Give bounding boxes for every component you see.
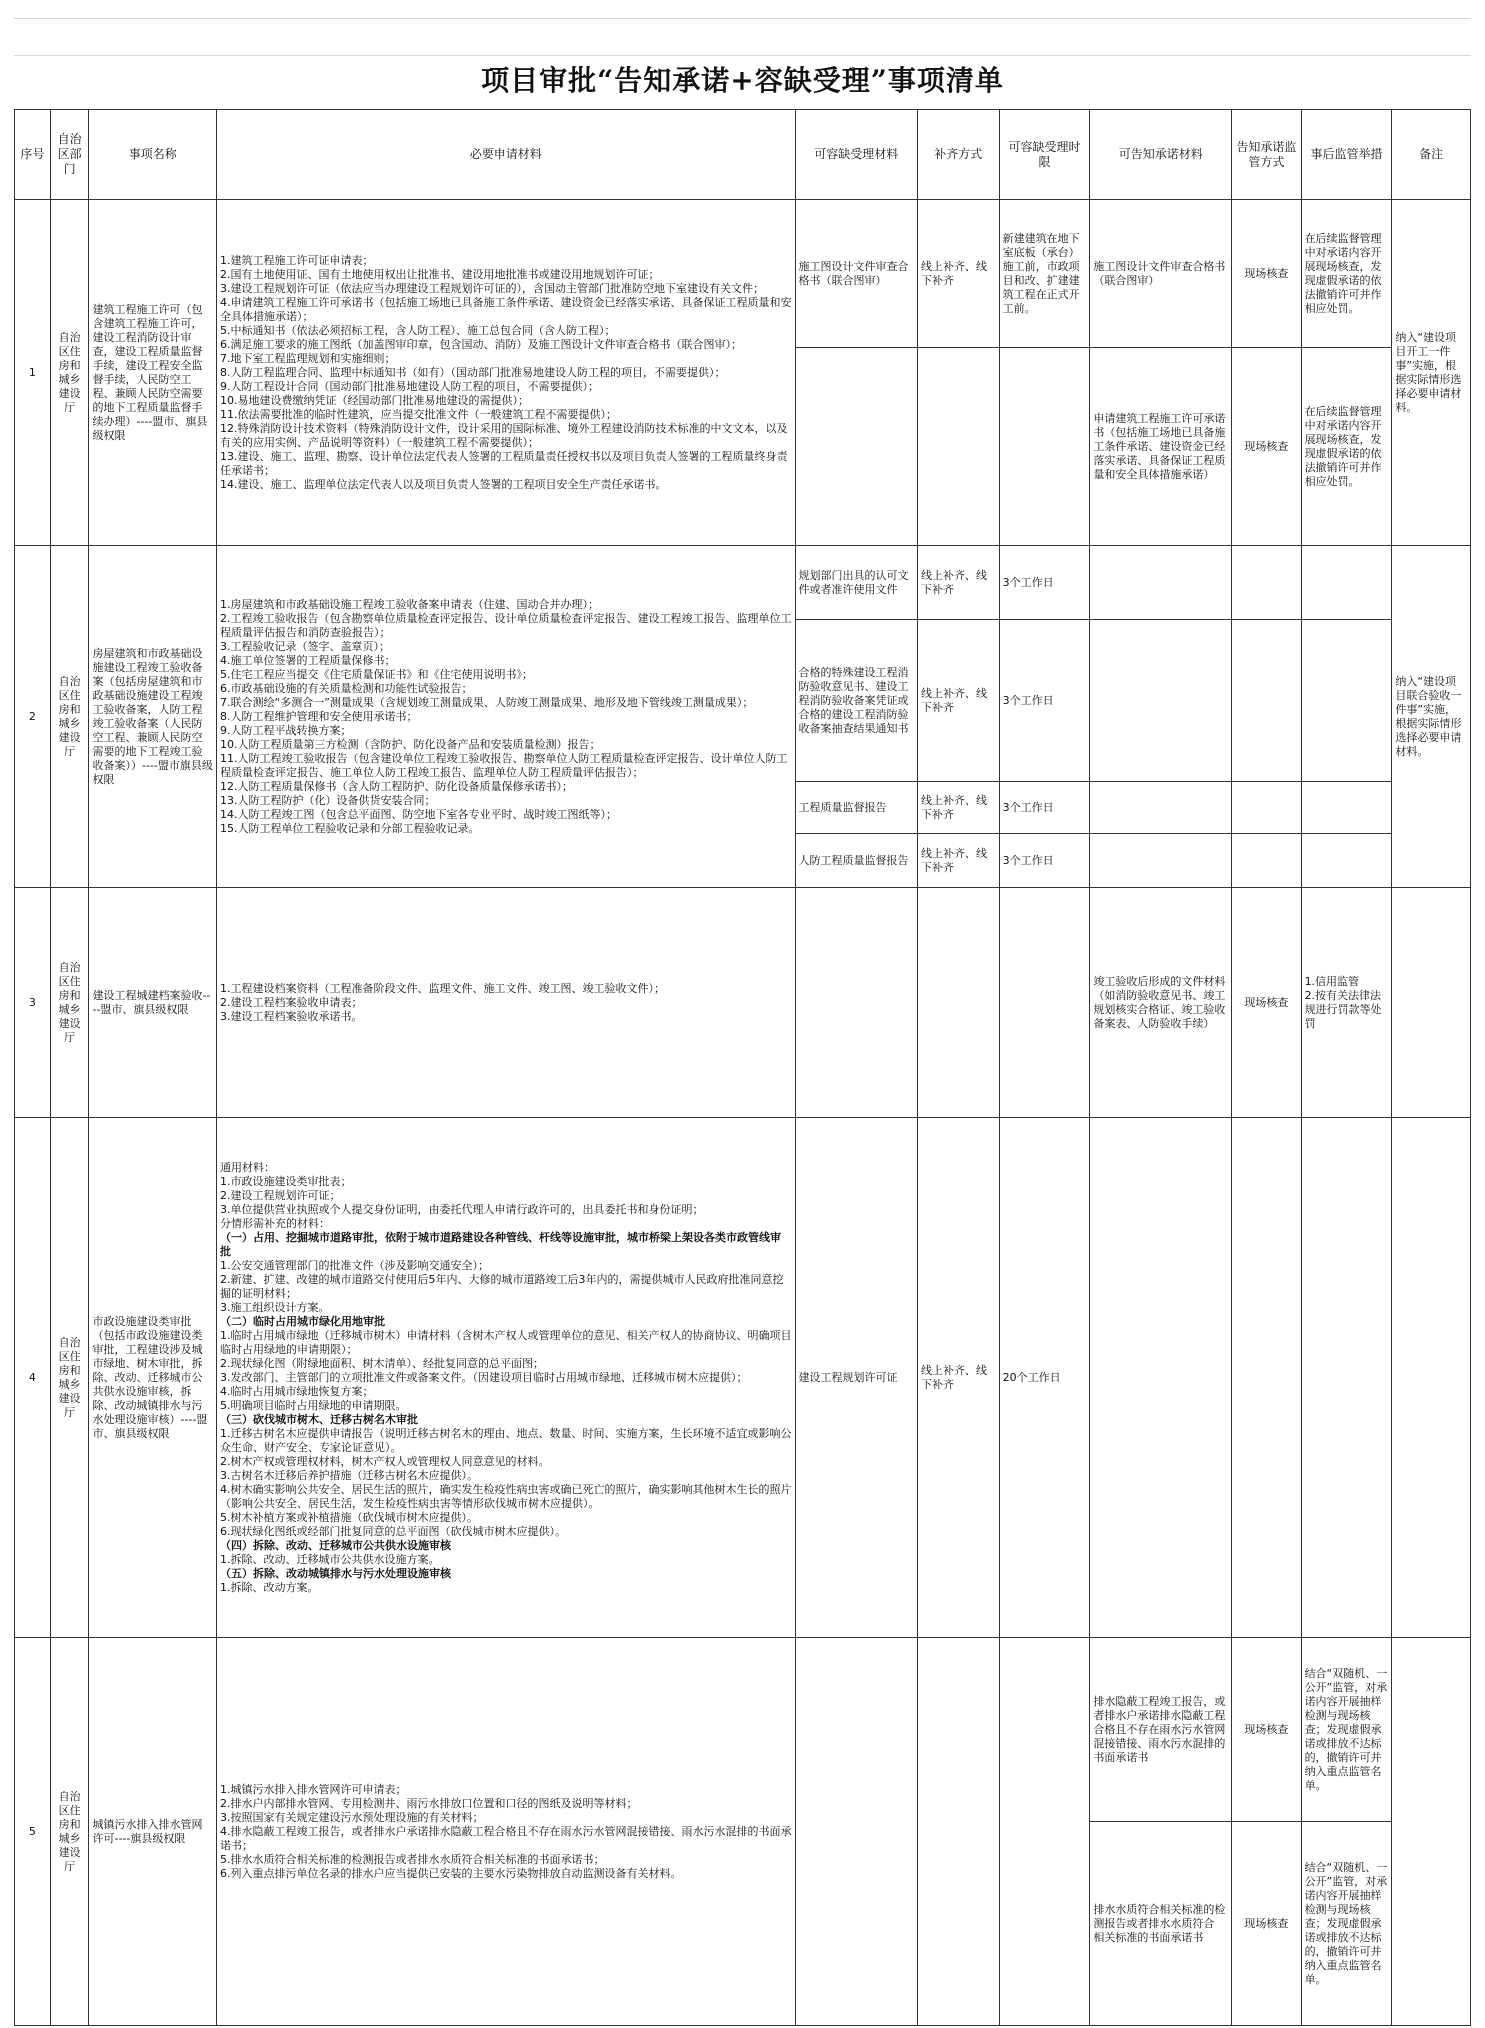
supervision-mode: 现场核查 [1232, 348, 1301, 546]
header-cell: 补齐方式 [917, 110, 999, 200]
material-line: 3.建设工程档案验收承诺书。 [220, 1009, 363, 1023]
material-line: 14.建设、施工、监理单位法定代表人以及项目负责人签署的工程项目安全生产责任承诺书。 [220, 477, 667, 491]
deferral-deadline [999, 888, 1090, 1118]
material-line: 5.明确项目临时占用绿地的申请期限。 [220, 1398, 407, 1412]
page-title: 项目审批“告知承诺+容缺受理”事项清单 [481, 64, 1004, 97]
post-supervision [1301, 782, 1392, 834]
supplement-method [917, 348, 999, 546]
header-row [15, 110, 1471, 200]
item-materials [217, 1638, 796, 2026]
material-line: 3.发改部门、主管部门的立项批准文件或备案文件。（因建设项目临时占用城市绿地、迁移城市树木应提供）； [220, 1370, 748, 1384]
material-line: 1.迁移古树名木应提供申请报告（说明迁移古树名木的理由、地点、数量、时间、实施方案，生长环境不适宜或影响公众生命、财产安全、专家论证意见）。 [220, 1426, 792, 1454]
supervision-mode: 现场核查 [1232, 888, 1301, 1118]
item-note [1392, 1118, 1471, 1638]
supervision-mode [1232, 834, 1301, 888]
deferral-deadline [999, 348, 1090, 546]
material-line: 9.人防工程设计合同（国动部门批准易地建设人防工程的项目，不需要提供）； [220, 379, 599, 393]
item-note: 纳入“建设项目联合验收一件事”实施，根据实际情形选择必要申请材料。 [1392, 546, 1471, 888]
material-section-heading: （四）拆除、改动、迁移城市公共供水设施审核 [220, 1538, 451, 1552]
material-line: 1.拆除、改动、迁移城市公共供水设施方案。 [220, 1552, 440, 1566]
item-no: 4 [15, 1118, 51, 1638]
material-line: 4.申请建筑工程施工许可承诺书（包括施工场地已具备施工条件承诺、建设资金已经落实承诺、具备保证工程质量和安全具体措施承诺）； [220, 295, 792, 323]
commitment-material: 排水水质符合相关标准的检测报告或者排水水质符合 相关标准的书面承诺书 [1090, 1822, 1232, 2026]
table-row [15, 1118, 1471, 1638]
material-line: 12.人防工程质量保修书（含人防工程防护、防化设备质量保修承诺书）； [220, 779, 573, 793]
commitment-material: 排水隐蔽工程竣工报告，或者排水户承诺排水隐蔽工程合格且不存在雨水污水管网混接错接、雨水污水混排的书面承诺书 [1090, 1638, 1232, 1822]
commitment-material [1090, 782, 1232, 834]
supplement-method [917, 1638, 999, 2026]
material-line: 2.树木产权或管理权材料，树木产权人或管理权人同意意见的材料。 [220, 1454, 550, 1468]
material-line: 7.联合测绘“多测合一”测量成果（含规划竣工测量成果、人防竣工测量成果、地形及地下管线竣工测量成果）； [220, 695, 754, 709]
item-note [1392, 1638, 1471, 2026]
material-line: 8.人防工程维护管理和安全使用承诺书； [220, 709, 418, 723]
item-name: 市政设施建设类审批（包括市政设施建设类审批，工程建设涉及城市绿地、树木审批，拆除、改动、迁移城市公共供水设施审核，拆除、改动城镇排水与污水处理设施审核）----盟市、旗县级权限 [89, 1118, 217, 1638]
material-line: 3.施工组织设计方案。 [220, 1300, 330, 1314]
material-line: 3.古树名木迁移后养护措施（迁移古树名木应提供）。 [220, 1468, 478, 1482]
material-line: 2.建设工程档案验收申请表； [220, 995, 363, 1009]
deferrable-material [795, 888, 917, 1118]
item-dept: 自治区住房和城乡建设厅 [50, 1638, 89, 2026]
supplement-method: 线上补齐、线下补齐 [917, 546, 999, 620]
material-line: 1.公安交通管理部门的批准文件（涉及影响交通安全）； [220, 1258, 489, 1272]
material-line: 11.依法需要批准的临时性建筑，应当提交批准文件（一般建筑工程不需要提供）； [220, 407, 617, 421]
item-dept: 自治区住房和城乡建设厅 [50, 1118, 89, 1638]
material-line: 2.现状绿化图（附绿地面积、树木清单）、经批复同意的总平面图； [220, 1356, 544, 1370]
material-line: 5.中标通知书（依法必须招标工程，含人防工程）、施工总包合同（含人防工程）； [220, 323, 616, 337]
supervision-mode: 现场核查 [1232, 200, 1301, 348]
material-line: 15.人防工程单位工程验收记录和分部工程验收记录。 [220, 821, 480, 835]
material-line: 1.工程建设档案资料（工程准备阶段文件、监理文件、施工文件、竣工图、竣工验收文件）； [220, 981, 665, 995]
material-line: 2.排水户内部排水管网、专用检测井、雨污水排放口位置和口径的图纸及说明等材料； [220, 1796, 638, 1810]
material-line: 1.建筑工程施工许可证申请表； [220, 253, 374, 267]
material-line: 3.按照国家有关规定建设污水预处理设施的有关材料； [220, 1810, 484, 1824]
item-dept: 自治区住房和城乡建设厅 [50, 888, 89, 1118]
item-name: 城镇污水排入排水管网许可----旗县级权限 [89, 1638, 217, 2026]
supervision-mode: 现场核查 [1232, 1638, 1301, 1822]
items-table [14, 109, 1471, 2026]
material-line: 7.地下室工程监理规划和实施细则； [220, 351, 396, 365]
item-note: 纳入“建设项目开工一件事”实施，根据实际情形选择必要申请材料。 [1392, 200, 1471, 546]
material-section-heading: （三）砍伐城市树木、迁移古树名木审批 [220, 1412, 418, 1426]
item-name: 建筑工程施工许可（包含建筑工程施工许可，建设工程消防设计审查，建设工程质量监督手续，建设工程安全监督手续，人民防空工程、兼顾人民防空需要的地下工程质量监督手续办理）----盟市、旗县级权限 [89, 200, 217, 546]
material-line: 4.临时占用城市绿地恢复方案； [220, 1384, 374, 1398]
deferrable-material [795, 348, 917, 546]
material-line: 3.工程验收记录（签字、盖章页）； [220, 639, 390, 653]
item-no: 1 [15, 200, 51, 546]
header-cell: 自治区部门 [50, 110, 89, 200]
post-supervision: 在后续监督管理中对承诺内容开展现场核查，发现虚假承诺的依法撤销许可并作相应处罚。 [1301, 200, 1392, 348]
header-cell: 可告知承诺材料 [1090, 110, 1232, 200]
deferral-deadline: 3个工作日 [999, 782, 1090, 834]
deferrable-material: 建设工程规划许可证 [795, 1118, 917, 1638]
commitment-material: 施工图设计文件审查合格书（联合图审） [1090, 200, 1232, 348]
material-line: 10.人防工程质量第三方检测（含防护、防化设备产品和安装质量检测）报告； [220, 737, 601, 751]
material-line: 1.城镇污水排入排水管网许可申请表； [220, 1782, 407, 1796]
material-line: 分情形需补充的材料： [220, 1216, 330, 1230]
material-line: 2.建设工程规划许可证； [220, 1188, 341, 1202]
deferrable-material: 人防工程质量监督报告 [795, 834, 917, 888]
post-supervision [1301, 546, 1392, 620]
material-line: 4.树木确实影响公共安全、居民生活的照片，确实发生检疫性病虫害或确已死亡的照片，确实影响其他树木生长的照片（影响公共安全、居民生活，发生检疫性病虫害等情形砍伐城市树木应提供）。 [220, 1482, 792, 1510]
deferral-deadline: 20个工作日 [999, 1118, 1090, 1638]
item-dept: 自治区住房和城乡建设厅 [50, 200, 89, 546]
commitment-material [1090, 1118, 1232, 1638]
post-supervision [1301, 1118, 1392, 1638]
commitment-material: 竣工验收后形成的文件材料（如消防验收意见书、竣工规划核实合格证、竣工验收备案表、人防验收手续） [1090, 888, 1232, 1118]
material-line: 4.排水隐蔽工程竣工报告，或者排水户承诺排水隐蔽工程合格且不存在雨水污水管网混接错接、雨水污水混排的书面承诺书； [220, 1824, 792, 1852]
deferrable-material: 合格的特殊建设工程消防验收意见书、建设工程消防验收备案凭证或合格的建设工程消防验收备案抽查结果通知书 [795, 620, 917, 782]
header-cell: 事项名称 [89, 110, 217, 200]
material-line: 2.国有土地使用证、国有土地使用权出让批准书、建设用地批准书或建设用地规划许可证； [220, 267, 660, 281]
header-cell: 事后监管举措 [1301, 110, 1392, 200]
material-line: 8.人防工程监理合同、监理中标通知书（如有）（国动部门批准易地建设人防工程的项目，不需要提供）； [220, 365, 726, 379]
post-supervision [1301, 620, 1392, 782]
commitment-material [1090, 546, 1232, 620]
table-row [15, 888, 1471, 1118]
header-cell: 告知承诺监管方式 [1232, 110, 1301, 200]
deferral-deadline: 3个工作日 [999, 834, 1090, 888]
item-materials [217, 888, 796, 1118]
item-name: 房屋建筑和市政基础设施建设工程竣工验收备案（包括房屋建筑和市政基础设施建设工程竣工验收备案，人防工程竣工验收备案（人民防空工程、兼顾人民防空需要的地下工程竣工验收备案））----盟市旗县级权限 [89, 546, 217, 888]
supplement-method: 线上补齐、线下补齐 [917, 1118, 999, 1638]
material-line: 6.满足施工要求的施工图纸（加盖图审印章，包含国动、消防）及施工图设计文件审查合格书（联合图审）； [220, 337, 742, 351]
supervision-mode: 现场核查 [1232, 1822, 1301, 2026]
material-line: 5.排水水质符合相关标准的检测报告或者排水水质符合相关标准的书面承诺书； [220, 1852, 605, 1866]
material-line: 2.新建、扩建、改建的城市道路交付使用后5年内、大修的城市道路竣工后3年内的，需提供城市人民政府批准同意挖掘的证明材料； [220, 1272, 784, 1300]
header-cell: 必要申请材料 [217, 110, 796, 200]
material-line: 2.工程竣工验收报告（包含勘察单位质量检查评定报告、设计单位质量检查评定报告、建设工程竣工报告、监理单位工程质量评估报告和消防查验报告）； [220, 611, 792, 639]
deferrable-material [795, 1638, 917, 2026]
post-supervision: 结合“双随机、一公开”监管，对承诺内容开展抽样检测与现场核查；发现虚假承诺或排放不达标的，撤销许可并纳入重点监管名单。 [1301, 1822, 1392, 2026]
supplement-method: 线上补齐、线下补齐 [917, 834, 999, 888]
material-line: 4.施工单位签署的工程质量保修书； [220, 653, 396, 667]
material-line: 6.市政基础设施的有关质量检测和功能性试验报告； [220, 681, 473, 695]
material-line: 1.拆除、改动方案。 [220, 1580, 319, 1594]
item-dept: 自治区住房和城乡建设厅 [50, 546, 89, 888]
deferrable-material: 施工图设计文件审查合格书（联合图审） [795, 200, 917, 348]
material-section-heading: （二）临时占用城市绿化用地审批 [220, 1314, 385, 1328]
table-row [15, 200, 1471, 348]
material-line: 14.人防工程竣工图（包含总平面图、防空地下室各专业平时、战时竣工图纸等）； [220, 807, 617, 821]
material-section-heading: （一）占用、挖掘城市道路审批，依附于城市道路建设各种管线、杆线等设施审批，城市桥梁上架设各类市政管线审批 [220, 1230, 781, 1258]
item-no: 2 [15, 546, 51, 888]
header-cell: 序号 [15, 110, 51, 200]
supervision-mode [1232, 546, 1301, 620]
item-name: 建设工程城建档案验收----盟市、旗县级权限 [89, 888, 217, 1118]
material-line: 6.现状绿化图纸或经部门批复同意的总平面图（砍伐城市树木应提供）。 [220, 1524, 566, 1538]
material-line: 6.列入重点排污单位名录的排水户应当提供已安装的主要水污染物排放自动监测设备有关材料。 [220, 1866, 682, 1880]
material-line: 1.市政设施建设类审批表； [220, 1174, 352, 1188]
deferrable-material: 规划部门出具的认可文件或者准许使用文件 [795, 546, 917, 620]
deferrable-material: 工程质量监督报告 [795, 782, 917, 834]
post-supervision: 1.信用监管 2.按有关法律法规进行罚款等处罚 [1301, 888, 1392, 1118]
deferral-deadline: 新建建筑在地下室底板（承台）施工前，市政项目和改、扩建建筑工程在正式开工前。 [999, 200, 1090, 348]
item-materials [217, 546, 796, 888]
deferral-deadline [999, 1638, 1090, 2026]
material-line: 13.人防工程防护（化）设备供货安装合同； [220, 793, 436, 807]
header-cell: 可容缺受理时限 [999, 110, 1090, 200]
material-line: 1.房屋建筑和市政基础设施工程竣工验收备案申请表（住建、国动合并办理）； [220, 597, 599, 611]
material-section-heading: （五）拆除、改动城镇排水与污水处理设施审核 [220, 1566, 451, 1580]
table-row [15, 1638, 1471, 1822]
post-supervision: 在后续监督管理中对承诺内容开展现场核查，发现虚假承诺的依法撤销许可并作相应处罚。 [1301, 348, 1392, 546]
deferral-deadline: 3个工作日 [999, 546, 1090, 620]
supervision-mode [1232, 620, 1301, 782]
item-materials [217, 200, 796, 546]
material-line: 5.树木补植方案或补植措施（砍伐城市树木应提供）。 [220, 1510, 478, 1524]
material-line: 12.特殊消防设计技术资料（特殊消防设计文件，设计采用的国际标准、境外工程建设消防技术标准的中文文本，以及有关的应用实例、产品说明等资料）（一般建筑工程不需要提供）； [220, 421, 788, 449]
item-materials [217, 1118, 796, 1638]
material-line: 11.人防工程竣工验收报告（包含建设单位工程竣工验收报告、勘察单位人防工程质量检查评定报告、设计单位人防工程质量检查评定报告、施工单位人防工程竣工报告、监理单位人防工程质量评估报告）； [220, 751, 788, 779]
supplement-method: 线上补齐、线下补齐 [917, 200, 999, 348]
supplement-method [917, 888, 999, 1118]
commitment-material [1090, 620, 1232, 782]
material-line: 10.易地建设费缴纳凭证（经国动部门批准易地建设的需提供）； [220, 393, 529, 407]
material-line: 1.临时占用城市绿地（迁移城市树木）申请材料（含树木产权人或管理单位的意见、相关产权人的协商协议、明确项目临时占用绿地的申请期限）； [220, 1328, 792, 1356]
top-blank-row [14, 18, 1471, 56]
commitment-material: 申请建筑工程施工许可承诺书（包括施工场地已具备施工条件承诺、建设资金已经落实承诺、具备保证工程质量和安全具体措施承诺） [1090, 348, 1232, 546]
supervision-mode [1232, 782, 1301, 834]
material-line: 5.住宅工程应当提交《住宅质量保证书》和《住宅使用说明书》； [220, 667, 533, 681]
material-line: 通用材料： [220, 1160, 275, 1174]
table-row [15, 546, 1471, 620]
item-no: 5 [15, 1638, 51, 2026]
supplement-method: 线上补齐、线下补齐 [917, 620, 999, 782]
header-cell: 可容缺受理材料 [795, 110, 917, 200]
post-supervision [1301, 834, 1392, 888]
material-line: 3.建设工程规划许可证（依法应当办理建设工程规划许可证的），含国动主管部门批准防空地下室建设有关文件； [220, 281, 764, 295]
supervision-mode [1232, 1118, 1301, 1638]
material-line: 3.单位提供营业执照或个人提交身份证明，由委托代理人申请行政许可的，出具委托书和身份证明； [220, 1202, 704, 1216]
supplement-method: 线上补齐、线下补齐 [917, 782, 999, 834]
post-supervision: 结合“双随机、一公开”监管，对承诺内容开展抽样检测与现场核查；发现虚假承诺或排放不达标的，撤销许可并纳入重点监管名单。 [1301, 1638, 1392, 1822]
item-no: 3 [15, 888, 51, 1118]
commitment-material [1090, 834, 1232, 888]
deferral-deadline: 3个工作日 [999, 620, 1090, 782]
header-cell: 备注 [1392, 110, 1471, 200]
item-note [1392, 888, 1471, 1118]
material-line: 9.人防工程平战转换方案； [220, 723, 352, 737]
material-line: 13.建设、施工、监理、勘察、设计单位法定代表人签署的工程质量责任授权书以及项目负责人签署的工程质量终身责任承诺书； [220, 449, 788, 477]
